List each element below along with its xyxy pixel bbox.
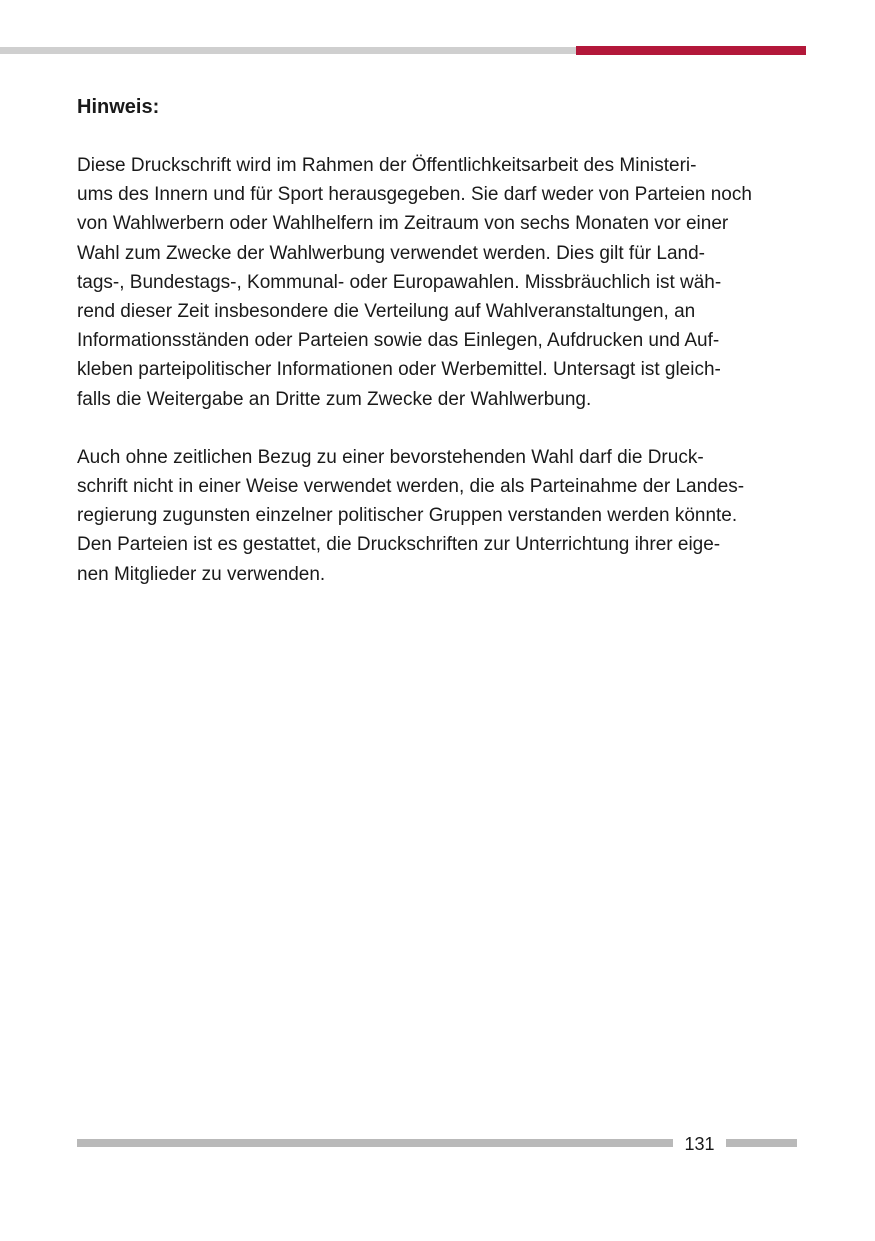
paragraph-line: Wahl zum Zwecke der Wahlwerbung verwendet werden. Dies gilt für Land- <box>77 242 705 264</box>
top-rule-grey <box>0 47 576 54</box>
paragraph-line: tags-, Bundestags-, Kommunal- oder Europawahlen. Missbräuchlich ist wäh- <box>77 271 722 293</box>
paragraph-line: Auch ohne zeitlichen Bezug zu einer bevorstehenden Wahl darf die Druck- <box>77 446 704 468</box>
top-rule-accent <box>576 46 806 55</box>
paragraph-line: Den Parteien ist es gestattet, die Druckschriften zur Unterrichtung ihrer eige- <box>77 534 721 556</box>
footer-rule-right <box>726 1139 797 1147</box>
notice-paragraph-1 <box>77 151 802 414</box>
paragraph-line: ums des Innern und für Sport herausgegeben. Sie darf weder von Parteien noch <box>77 184 752 206</box>
paragraph-line: Diese Druckschrift wird im Rahmen der Öffentlichkeitsarbeit des Ministeri- <box>77 155 697 176</box>
paragraph-line: schrift nicht in einer Weise verwendet werden, die als Parteinahme der Landes- <box>77 476 745 498</box>
paragraph-line: rend dieser Zeit insbesondere die Verteilung auf Wahlveranstaltungen, an <box>77 301 696 323</box>
document-body <box>77 92 802 618</box>
paragraph-line: nen Mitglieder zu verwenden. <box>77 563 326 585</box>
page-number: 131 <box>684 1134 715 1154</box>
paragraph-line: falls die Weitergabe an Dritte zum Zwecke der Wahlwerbung. <box>77 388 592 410</box>
paragraph-line: regierung zugunsten einzelner politischer Gruppen verstanden werden könnte. <box>77 505 738 527</box>
notice-paragraph-2 <box>77 443 802 589</box>
footer-rule-left <box>77 1139 673 1147</box>
paragraph-line: Informationsständen oder Parteien sowie das Einlegen, Aufdrucken und Auf- <box>77 330 720 352</box>
paragraph-line: von Wahlwerbern oder Wahlhelfern im Zeitraum von sechs Monaten vor einer <box>77 213 729 235</box>
paragraph-line: kleben parteipolitischer Informationen oder Werbemittel. Untersagt ist gleich- <box>77 359 721 381</box>
notice-heading: Hinweis: <box>77 96 160 118</box>
